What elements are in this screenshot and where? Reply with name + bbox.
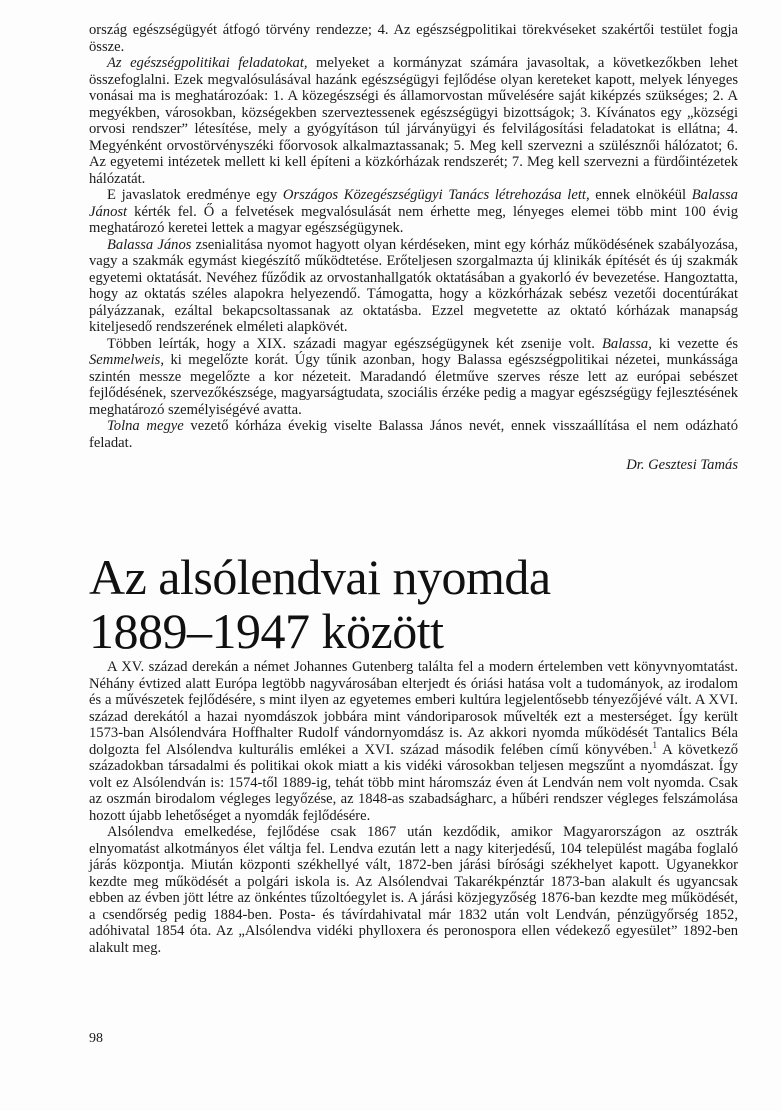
title-line-1: Az alsólendvai nyomda [89,549,551,605]
previous-article-text [89,22,738,474]
title-line-2: 1889–1947 között [89,603,444,659]
paragraph: A XV. század derekán a német Johannes Gutenberg találta fel a modern értelemben vett könyvnyomtatást. Néhány évtized alatt Európa legtöbb nagyvárosában elterjedt és óriási hatása volt a tudományok, az irodalom és a művészetek fejlődésére, s mint ilyen az egyetemes emberi kultúra legjelentősebb tényezőjévé vált. A XVI. század derekától a hazai nyomdászok jobbára mint vándoriparosok művelték ezt a mesterséget. Így került 1573-ban Alsólendvára Hoffhalter Rudolf vándornyomdász is. Az akkori nyomda működését Tantalics Béla dolgozta fel Alsólendva kulturális emlékei a XVI. század második felében című könyvében.$^1$ A következő századokban társadalmi és politikai okok miatt a kis vidéki városokban teljesen megszűnt a nyomdászat. Így volt ez Alsólendván is: 1574-től 1889-ig, tehát több mint háromszáz éven át Lendván nem volt nyomda. Csak az oszmán birodalom végleges legyőzése, az 1848-as szabadságharc, a hűbéri rendszer végleges felszámolása hozott újabb lehetőséget a nyomdák fejlődésére. [89,659,739,824]
footnote-marker: 1 [652,739,657,750]
paragraph: ország egészségügyét átfogó törvény rendezze; 4. Az egészségpolitikai törekvéseket szakértői testület fogja össze. [89,22,738,55]
paragraph: Alsólendva emelkedése, fejlődése csak 1867 után kezdődik, amikor Magyarországon az osztrák elnyomatást alkotmányos élet váltja fel. Lendva ezután lett a nagy kiterjedésű, 104 települést magába foglaló járás központja. Miután központi székhellyé vált, 1872-ben járási bírósági székhelyet kapott. Ugyanekkor kezdte meg működését a polgári iskola is. Az Alsólendvai Takarékpénztár 1873-ban alakult és ugyancsak ebben az évben jött létre az önkéntes tűzoltóegylet is. A járási közjegyzőség 1876-ban kezdte meg működését, a csendőrség pedig 1884-ben. Posta- és távírdahivatal már 1832 után volt Lendván, pénzügyőrség 1852, adóhivatal 1854 óta. Az „Alsólendva vidéki phylloxera és peronospora ellen védekező egyesület” 1892-ben alakult meg. [89,824,738,956]
article-title [89,550,729,658]
paragraph: Balassa János zsenialitása nyomot hagyott olyan kérdéseken, mint egy kórház működésének szabályozása, vagy a szakmák egymást kiegészítő működtetése. Erőteljesen szorgalmazta új klinikák építését és új szakmák egyetemi oktatását. Nevéhez fűződik az orvostanhallgatók oktatásában a gyakorló év bevezetése. Hangoztatta, hogy az oktatás széles alapokra helyezendő. Támogatta, hogy a közkórházak sebész vezetői docentúrákat pályázzanak, ezáltal bekapcsoltassanak az oktatásba. Ezzel megvetette az oktató kórházak manapság kiteljesedő rendszerének elméleti alapkövét. [89,236,738,335]
author-signature: Dr. Gesztesi Tamás [626,457,738,473]
paragraph: Az egészségpolitikai feladatokat, melyeket a kormányzat számára javasoltak, a következőkben lehet összefoglalni. Ezek megvalósulásával hazánk egészségügyi fejlődése olyan kereteket kapott, melyek lényeges vonásai ma is meghatározóak: 1. A közegészségi és államorvostan művelésére saját kiképzés szükséges; 2. A megyékben, városokban, községekben szerveztessenek egészségügyi bizottságok; 3. Kívánatos egy „községi orvosi rendszer” létesítése, mely a gyógyításon túl járványügyi és felvilágosítási feladatokat is ellátna; 4. Megyénként orvostörvényszéki főorvosok alkalmaztassanak; 5. Meg kell szervezni a szülésznői hálózatot; 6. Az egyetemi intézetek mellett ki kell építeni a közkórházak rendszerét; 7. Meg kell szervezni a fürdőintézetek hálózatát. [89,55,738,187]
paragraph: E javaslatok eredménye egy Országos Közegészségügyi Tanács létrehozása lett, ennek elnökéül Balassa Jánost kérték fel. Ő a felvetések megvalósulását nem érhette meg, lényeges elemei több mint 100 évig meghatározó keretei lettek a magyar egészségügynek. [89,187,738,236]
paragraph: Többen leírták, hogy a XIX. századi magyar egészségügynek két zsenije volt. Balassa, ki vezette és Semmelweis, ki megelőzte korát. Úgy tűnik azonban, hogy Balassa egészségpolitikai nézetei, munkássága szintén messze megelőzte a kor nézeteit. Maradandó életműve szerves része lett az európai sebészet fejlődésének, szervezőkészsége, magyarságtudata, szociális érzéke pedig a magyar egészségügy fejlesztésének meghatározó személyiségévé avatta. [89,335,738,418]
page-number: 98 [89,1031,103,1046]
paragraph: Tolna megye vezető kórháza évekig viselte Balassa János nevét, ennek visszaállítása el nem odázható feladat. [89,418,738,451]
article-body [89,659,738,956]
